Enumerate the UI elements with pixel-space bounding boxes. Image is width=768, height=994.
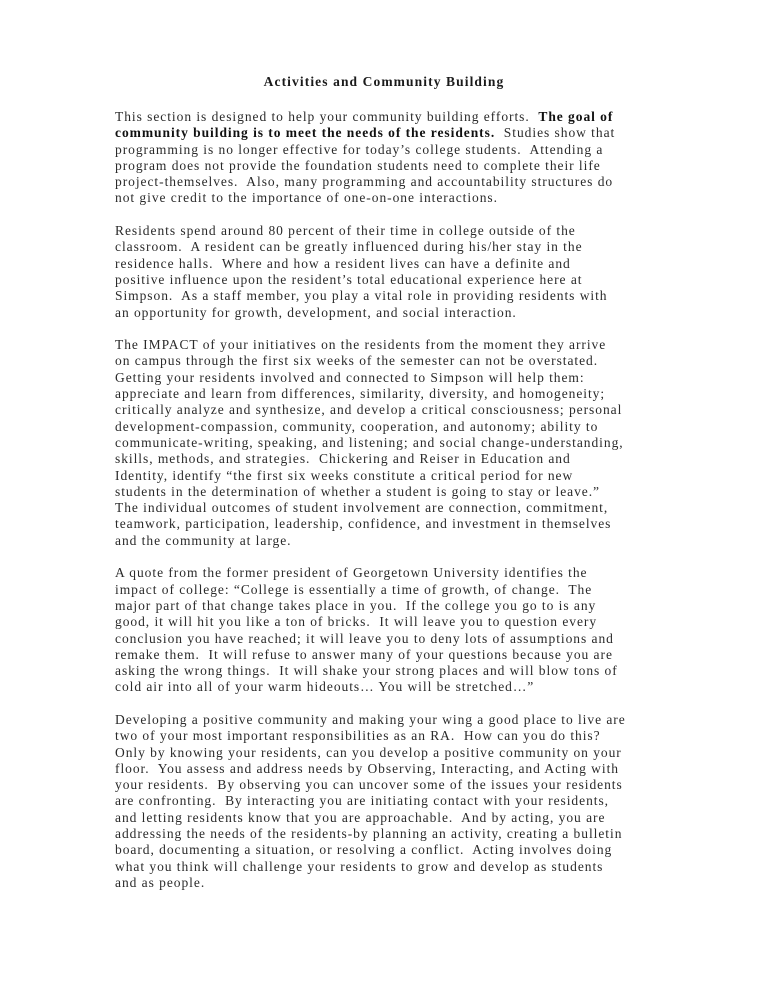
text-line: [115, 305, 675, 321]
text-line: [115, 353, 675, 369]
text-line: [115, 288, 675, 304]
paragraph: [115, 565, 675, 695]
text-segment: Getting your residents involved and connected to Simpson will help them:: [115, 369, 585, 385]
text-line: [115, 793, 675, 809]
bold-text: The goal of: [538, 109, 614, 124]
text-line: [115, 728, 675, 744]
text-segment: The individual outcomes of student involvement are connection, commitment,: [115, 500, 609, 516]
text-line: [115, 663, 675, 679]
text-line: [115, 370, 675, 386]
text-line: [115, 826, 675, 842]
text-line: [115, 679, 675, 695]
text-line: [115, 109, 675, 125]
paragraph: [115, 337, 675, 549]
text-segment: positive influence upon the resident’s total educational experience here at: [115, 271, 583, 287]
text-line: [115, 239, 675, 255]
text-segment: impact of college: “College is essentially a time of growth, of change. The: [115, 581, 593, 597]
text-line: [115, 272, 675, 288]
bold-text: community building is to meet the needs of the residents.: [115, 125, 496, 141]
text-line: [115, 875, 675, 891]
text-segment: two of your most important responsibilities as an RA. How can you do this?: [115, 728, 601, 744]
text-line: [115, 712, 675, 728]
text-segment: A quote from the former president of Georgetown University identifies the: [115, 565, 588, 581]
text-line: [115, 223, 675, 239]
text-segment: and letting residents know that you are approachable. And by acting, you are: [115, 809, 606, 825]
text-line: [115, 190, 675, 206]
text-segment: remake them. It will refuse to answer many of your questions because you are: [115, 646, 613, 662]
text-line: [115, 468, 675, 484]
text-segment: an opportunity for growth, development, and social interaction.: [115, 304, 517, 320]
text-line: [115, 582, 675, 598]
text-segment: Residents spend around 80 percent of their time in college outside of the: [115, 223, 576, 239]
text-segment: are confronting. By interacting you are initiating contact with your residents,: [115, 793, 610, 809]
text-segment: good, it will hit you like a ton of bricks. It will leave you to question every: [115, 614, 598, 630]
text-line: [115, 631, 675, 647]
text-line: [115, 256, 675, 272]
text-line: [115, 761, 675, 777]
text-segment: cold air into all of your warm hideouts… You will be stretched…”: [115, 679, 535, 695]
text-line: [115, 533, 675, 549]
text-line: [115, 810, 675, 826]
text-segment: conclusion you have reached; it will leave you to deny lots of assumptions and: [115, 630, 614, 646]
text-segment: major part of that change takes place in you. If the college you go to is any: [115, 597, 597, 613]
text-segment: development-compassion, community, cooperation, and autonomy; ability to: [115, 418, 599, 434]
text-line: [115, 435, 675, 451]
text-segment: board, documenting a situation, or resolving a conflict. Acting involves doing: [115, 842, 613, 858]
text-segment: The IMPACT of your initiatives on the residents from the moment they arrive: [115, 337, 607, 353]
text-segment: teamwork, participation, leadership, confidence, and investment in themselves: [115, 516, 612, 532]
text-segment: classroom. A resident can be greatly influenced during his/her stay in the: [115, 239, 583, 255]
text-line: [115, 745, 675, 761]
text-segment: skills, methods, and strategies. Chickering and Reiser in Education and: [115, 451, 571, 467]
text-segment: communicate-writing, speaking, and listening; and social change-understanding,: [115, 434, 624, 450]
text-line: [115, 516, 675, 532]
text-line: [115, 386, 675, 402]
text-line: [115, 777, 675, 793]
text-segment: program does not provide the foundation students need to complete their life: [115, 157, 601, 173]
document-title: Activities and Community Building: [263, 74, 505, 89]
text-segment: project-themselves. Also, many programming and accountability structures do: [115, 174, 614, 190]
text-segment: Simpson. As a staff member, you play a vital role in providing residents with: [115, 288, 608, 304]
text-line: [115, 337, 675, 353]
text-line: [115, 565, 675, 581]
text-line: [115, 402, 675, 418]
text-line: [115, 500, 675, 516]
text-line: [115, 859, 675, 875]
text-segment: addressing the needs of the residents-by planning an activity, creating a bulletin: [115, 826, 623, 842]
paragraph: [115, 712, 675, 891]
text-segment: not give credit to the importance of one-on-one interactions.: [115, 190, 498, 206]
text-segment: what you think will challenge your residents to grow and develop as students: [115, 858, 604, 874]
text-segment: critically analyze and synthesize, and develop a critical consciousness; personal: [115, 402, 623, 418]
text-line: [115, 842, 675, 858]
document-body: [115, 109, 675, 908]
text-line: [115, 142, 675, 158]
text-segment: floor. You assess and address needs by Observing, Interacting, and Acting with: [115, 760, 619, 776]
text-segment: Developing a positive community and making your wing a good place to live are: [115, 711, 626, 727]
text-segment: and the community at large.: [115, 532, 292, 548]
text-segment: Identity, identify “the first six weeks constitute a critical period for new: [115, 467, 574, 483]
paragraph: [115, 223, 675, 321]
text-segment: on campus through the first six weeks of the semester can not be overstated.: [115, 353, 599, 369]
text-line: [115, 125, 675, 141]
text-segment: Only by knowing your residents, can you develop a positive community on your: [115, 744, 622, 760]
text-line: [115, 614, 675, 630]
text-line: [115, 647, 675, 663]
text-segment: and as people.: [115, 874, 206, 890]
text-line: [115, 158, 675, 174]
paragraph: [115, 109, 675, 207]
text-line: [115, 598, 675, 614]
text-line: [115, 419, 675, 435]
text-segment: your residents. By observing you can uncover some of the issues your residents: [115, 777, 623, 793]
text-segment: This section is designed to help your community building efforts.: [115, 109, 539, 124]
text-segment: programming is no longer effective for today’s college students. Attending a: [115, 141, 604, 157]
text-line: [115, 174, 675, 190]
text-segment: asking the wrong things. It will shake your strong places and will blow tons of: [115, 663, 618, 679]
text-segment: residence halls. Where and how a resident lives can have a definite and: [115, 255, 571, 271]
text-segment: appreciate and learn from differences, similarity, diversity, and homogeneity;: [115, 386, 606, 402]
text-line: [115, 451, 675, 467]
text-line: [115, 484, 675, 500]
text-segment: Studies show that: [495, 125, 616, 141]
text-segment: students in the determination of whether a student is going to stay or leave.”: [115, 483, 600, 499]
